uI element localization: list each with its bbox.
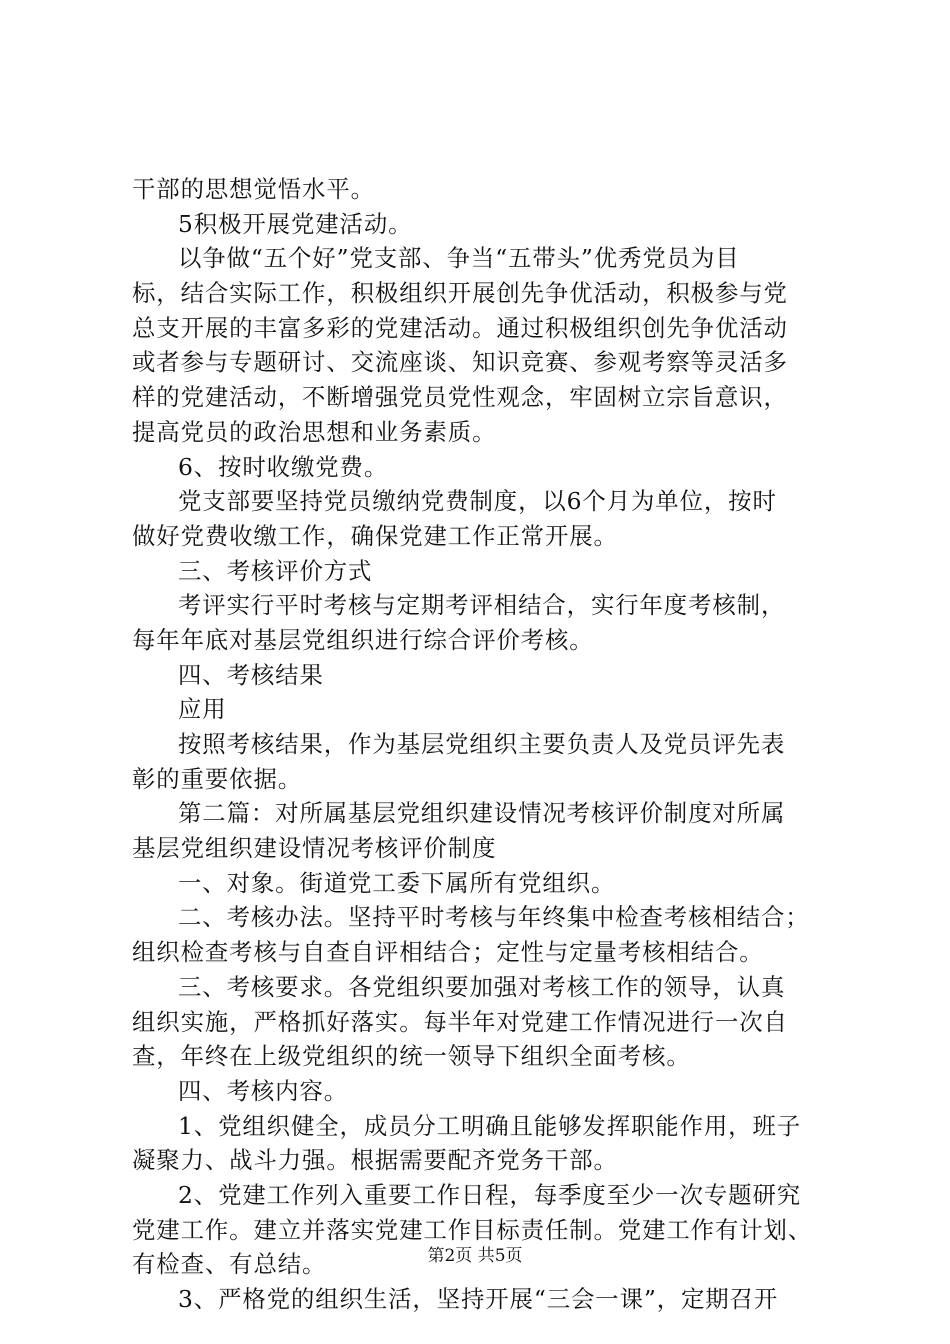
body-line: 提高党员的政治思想和业务素质。	[132, 417, 497, 446]
body-line: 一、对象。街道党工委下属所有党组织。	[178, 868, 616, 897]
body-line: 标，结合实际工作，积极组织开展创先争优活动，积极参与党	[132, 279, 788, 308]
body-line: 查，年终在上级党组织的统一领导下组织全面考核。	[132, 1042, 691, 1071]
body-line: 按照考核结果，作为基层党组织主要负责人及党员评先表	[178, 730, 786, 758]
body-line: 1、党组织健全，成员分工明确且能够发挥职能作用，班子	[178, 1111, 802, 1140]
body-line: 凝聚力、战斗力强。根据需要配齐党务干部。	[132, 1146, 618, 1175]
body-line: 党支部要坚持党员缴纳党费制度，以6个月为单位，按时	[178, 487, 777, 516]
body-line: 四、考核内容。	[178, 1076, 349, 1105]
body-line: 5积极开展党建活动。	[178, 209, 413, 238]
body-line: 3、严格党的组织生活，坚持开展“三会一课”，定期召开	[178, 1285, 779, 1313]
body-line: 2、党建工作列入重要工作日程，每季度至少一次专题研究	[178, 1180, 802, 1209]
body-line: 第二篇：对所属基层党组织建设情况考核评价制度对所属	[178, 799, 786, 828]
body-line: 四、考核结果	[178, 660, 324, 689]
body-line: 或者参与专题研讨、交流座谈、知识竞赛、参观考察等灵活多	[132, 348, 788, 377]
body-line: 基层党组织建设情况考核评价制度	[132, 834, 497, 863]
body-line: 考评实行平时考核与定期考评相结合，实行年度考核制，	[178, 591, 786, 620]
body-line: 三、考核评价方式	[178, 556, 373, 585]
body-line: 组织实施，严格抓好落实。每半年对党建工作情况进行一次自	[132, 1007, 788, 1036]
body-line: 样的党建活动，不断增强党员党性观念，牢固树立宗旨意识，	[132, 383, 788, 412]
body-line: 总支开展的丰富多彩的党建活动。通过积极组织创先争优活动	[132, 313, 788, 342]
body-line: 做好党费收缴工作，确保党建工作正常开展。	[132, 521, 618, 550]
body-line: 三、考核要求。各党组织要加强对考核工作的领导，认真	[178, 972, 786, 1001]
body-line: 干部的思想觉悟水平。	[132, 175, 375, 203]
body-line: 党建工作。建立并落实党建工作目标责任制。党建工作有计划、	[132, 1215, 813, 1244]
body-line: 每年年底对基层党组织进行综合评价考核。	[132, 625, 594, 654]
body-line: 二、考核办法。坚持平时考核与年终集中检查考核相结合；	[178, 903, 810, 932]
body-line: 应用	[178, 695, 227, 724]
body-line: 有检查、有总结。	[132, 1250, 327, 1279]
body-line: 6、按时收缴党费。	[178, 452, 389, 481]
body-line: 组织检查考核与自查自评相结合；定性与定量考核相结合。	[132, 938, 764, 967]
body-line: 以争做“五个好”党支部、争当“五带头”优秀党员为目	[178, 244, 740, 273]
document-body	[132, 172, 832, 1317]
page-footer: 第2页 共5页	[427, 1246, 523, 1266]
body-line: 彰的重要依据。	[132, 764, 303, 793]
